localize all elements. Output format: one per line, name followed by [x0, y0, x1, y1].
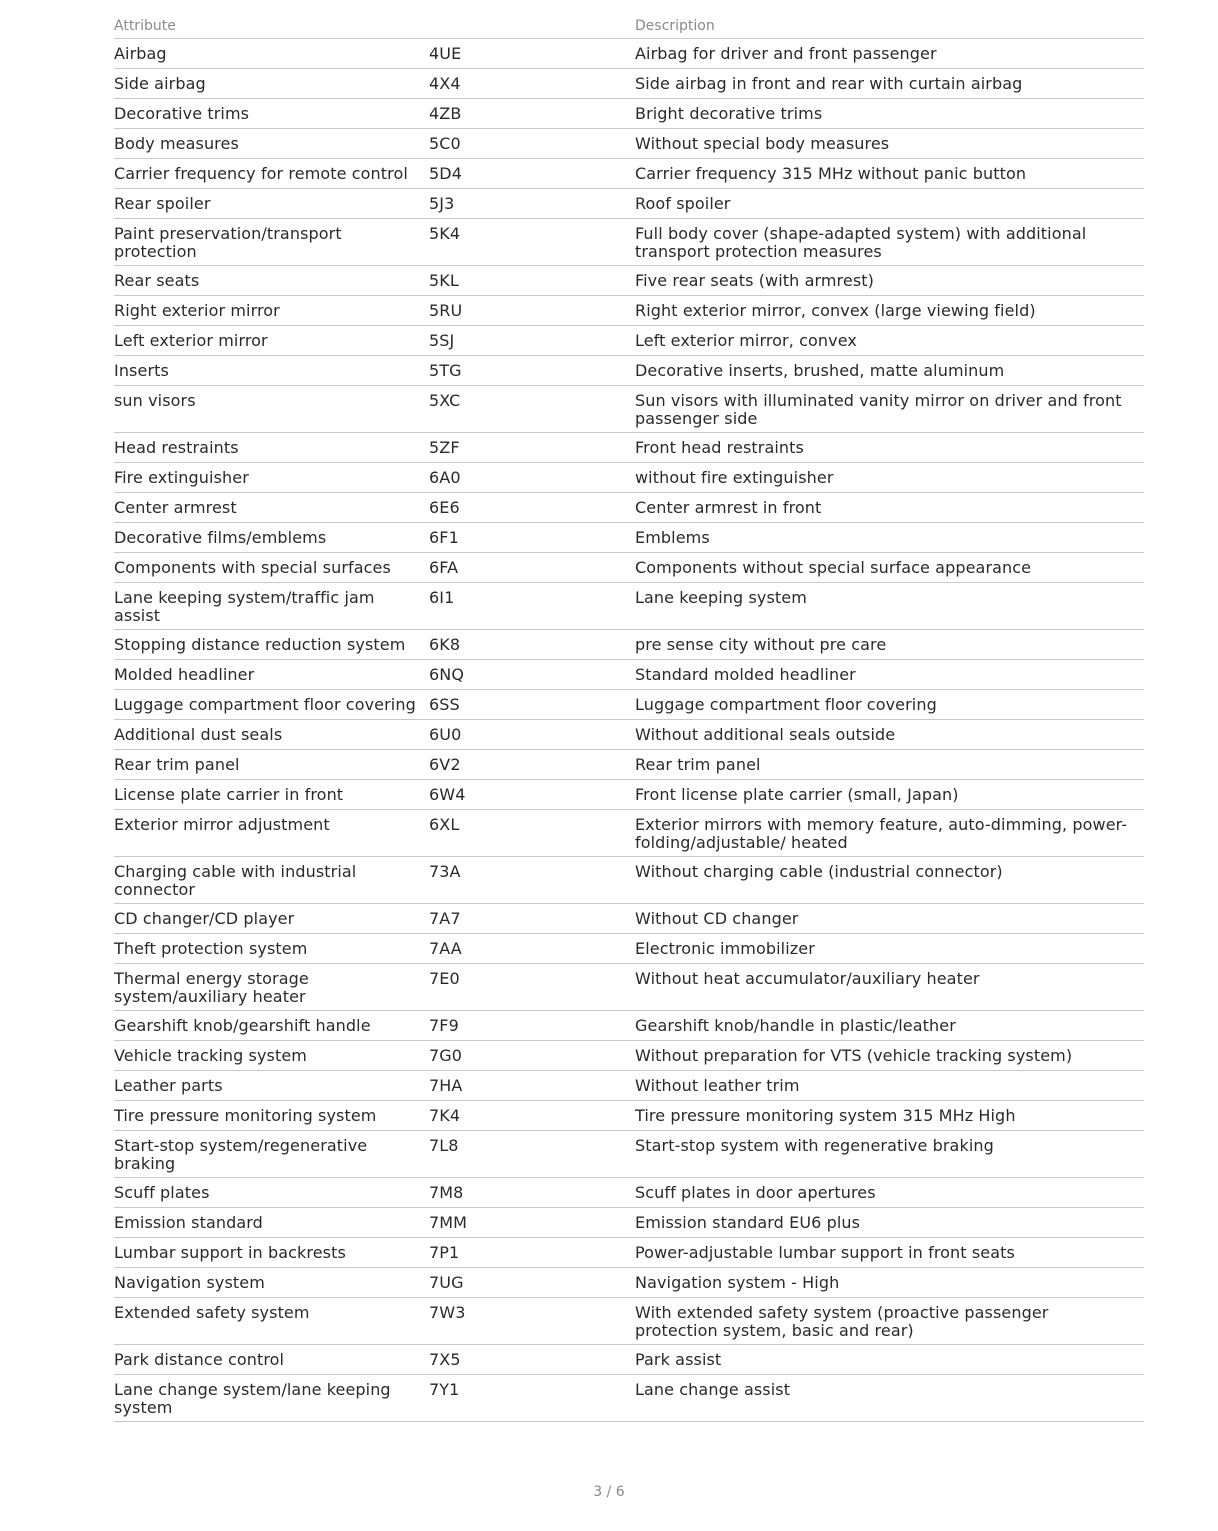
description-cell: Center armrest in front	[635, 493, 1144, 523]
attribute-cell: Fire extinguisher	[114, 463, 429, 493]
code-cell: 6V2	[429, 750, 635, 780]
description-cell: Gearshift knob/handle in plastic/leather	[635, 1011, 1144, 1041]
code-cell: 5D4	[429, 159, 635, 189]
description-cell: Airbag for driver and front passenger	[635, 39, 1144, 69]
code-cell: 7UG	[429, 1268, 635, 1298]
table-row	[114, 690, 1144, 720]
attribute-cell: Rear spoiler	[114, 189, 429, 219]
attribute-cell: Luggage compartment floor covering	[114, 690, 429, 720]
code-cell: 6SS	[429, 690, 635, 720]
attribute-cell: Right exterior mirror	[114, 296, 429, 326]
code-cell: 6NQ	[429, 660, 635, 690]
code-cell: 5J3	[429, 189, 635, 219]
description-cell: Without special body measures	[635, 129, 1144, 159]
description-cell: Lane keeping system	[635, 583, 1144, 630]
table-row	[114, 1178, 1144, 1208]
description-cell: Decorative inserts, brushed, matte aluminum	[635, 356, 1144, 386]
code-cell: 7M8	[429, 1178, 635, 1208]
code-cell: 7W3	[429, 1298, 635, 1345]
table-row	[114, 1345, 1144, 1375]
code-cell: 7P1	[429, 1238, 635, 1268]
table-row	[114, 386, 1144, 433]
code-cell: 7Y1	[429, 1375, 635, 1422]
attribute-cell: Theft protection system	[114, 934, 429, 964]
attribute-cell: Components with special surfaces	[114, 553, 429, 583]
attribute-table	[114, 14, 1144, 1422]
description-cell: Sun visors with illuminated vanity mirror on driver and front passenger side	[635, 386, 1144, 433]
table-row	[114, 904, 1144, 934]
attribute-cell: Molded headliner	[114, 660, 429, 690]
description-cell: Without heat accumulator/auxiliary heater	[635, 964, 1144, 1011]
description-cell: With extended safety system (proactive passenger protection system, basic and rear)	[635, 1298, 1144, 1345]
description-cell: pre sense city without pre care	[635, 630, 1144, 660]
table-row	[114, 1011, 1144, 1041]
description-cell: Front license plate carrier (small, Japan)	[635, 780, 1144, 810]
code-cell: 6U0	[429, 720, 635, 750]
attribute-cell: Rear seats	[114, 266, 429, 296]
description-cell: Navigation system - High	[635, 1268, 1144, 1298]
attribute-cell: Scuff plates	[114, 1178, 429, 1208]
table-row	[114, 433, 1144, 463]
table-row	[114, 326, 1144, 356]
code-cell: 5KL	[429, 266, 635, 296]
table-row	[114, 69, 1144, 99]
attribute-cell: Left exterior mirror	[114, 326, 429, 356]
table-row	[114, 523, 1144, 553]
table-row	[114, 1238, 1144, 1268]
table-row	[114, 750, 1144, 780]
attribute-cell: Airbag	[114, 39, 429, 69]
code-cell: 5RU	[429, 296, 635, 326]
table-row	[114, 266, 1144, 296]
attribute-cell: Head restraints	[114, 433, 429, 463]
attribute-cell: Lane keeping system/traffic jam assist	[114, 583, 429, 630]
code-cell: 6K8	[429, 630, 635, 660]
description-cell: Right exterior mirror, convex (large viewing field)	[635, 296, 1144, 326]
description-cell: Bright decorative trims	[635, 99, 1144, 129]
attribute-cell: Decorative trims	[114, 99, 429, 129]
code-cell: 7X5	[429, 1345, 635, 1375]
attribute-cell: Lumbar support in backrests	[114, 1238, 429, 1268]
description-cell: Left exterior mirror, convex	[635, 326, 1144, 356]
table-row	[114, 964, 1144, 1011]
attribute-cell: Exterior mirror adjustment	[114, 810, 429, 857]
description-cell: Luggage compartment floor covering	[635, 690, 1144, 720]
table-row	[114, 1268, 1144, 1298]
description-cell: Power-adjustable lumbar support in front seats	[635, 1238, 1144, 1268]
table-row	[114, 129, 1144, 159]
table-header	[114, 14, 1144, 39]
description-cell: Without leather trim	[635, 1071, 1144, 1101]
description-cell: Tire pressure monitoring system 315 MHz High	[635, 1101, 1144, 1131]
table-row	[114, 583, 1144, 630]
description-cell: Park assist	[635, 1345, 1144, 1375]
code-cell: 5C0	[429, 129, 635, 159]
description-cell: Full body cover (shape-adapted system) with additional transport protection measures	[635, 219, 1144, 266]
description-cell: Rear trim panel	[635, 750, 1144, 780]
attribute-cell: Additional dust seals	[114, 720, 429, 750]
table-body	[114, 39, 1144, 1422]
attribute-cell: Vehicle tracking system	[114, 1041, 429, 1071]
code-cell: 5XC	[429, 386, 635, 433]
attribute-cell: Paint preservation/transport protection	[114, 219, 429, 266]
column-header-description: Description	[635, 14, 1144, 39]
table-row	[114, 1131, 1144, 1178]
attribute-cell: Park distance control	[114, 1345, 429, 1375]
attribute-cell: Thermal energy storage system/auxiliary heater	[114, 964, 429, 1011]
attribute-cell: Body measures	[114, 129, 429, 159]
table-row	[114, 857, 1144, 904]
code-cell: 5SJ	[429, 326, 635, 356]
description-cell: Emblems	[635, 523, 1144, 553]
description-cell: Without additional seals outside	[635, 720, 1144, 750]
table-row	[114, 39, 1144, 69]
attribute-cell: Lane change system/lane keeping system	[114, 1375, 429, 1422]
table-row	[114, 219, 1144, 266]
description-cell: without fire extinguisher	[635, 463, 1144, 493]
table-row	[114, 630, 1144, 660]
table-row	[114, 99, 1144, 129]
description-cell: Five rear seats (with armrest)	[635, 266, 1144, 296]
table-row	[114, 463, 1144, 493]
description-cell: Electronic immobilizer	[635, 934, 1144, 964]
code-cell: 7G0	[429, 1041, 635, 1071]
table-row	[114, 1375, 1144, 1422]
code-cell: 6XL	[429, 810, 635, 857]
table-row	[114, 1101, 1144, 1131]
description-cell: Side airbag in front and rear with curtain airbag	[635, 69, 1144, 99]
code-cell: 6FA	[429, 553, 635, 583]
column-header-code	[429, 14, 635, 39]
attribute-cell: Emission standard	[114, 1208, 429, 1238]
code-cell: 5K4	[429, 219, 635, 266]
code-cell: 6F1	[429, 523, 635, 553]
table-row	[114, 720, 1144, 750]
code-cell: 4X4	[429, 69, 635, 99]
table-row	[114, 810, 1144, 857]
description-cell: Components without special surface appearance	[635, 553, 1144, 583]
attribute-cell: Decorative films/emblems	[114, 523, 429, 553]
code-cell: 7AA	[429, 934, 635, 964]
table-row	[114, 159, 1144, 189]
attribute-cell: Extended safety system	[114, 1298, 429, 1345]
description-cell: Without CD changer	[635, 904, 1144, 934]
table-row	[114, 189, 1144, 219]
code-cell: 6W4	[429, 780, 635, 810]
document-page	[114, 14, 1144, 1422]
table-row	[114, 356, 1144, 386]
attribute-cell: Navigation system	[114, 1268, 429, 1298]
table-row	[114, 1208, 1144, 1238]
attribute-cell: Center armrest	[114, 493, 429, 523]
table-row	[114, 660, 1144, 690]
code-cell: 5ZF	[429, 433, 635, 463]
description-cell: Start-stop system with regenerative braking	[635, 1131, 1144, 1178]
attribute-cell: CD changer/CD player	[114, 904, 429, 934]
attribute-cell: Leather parts	[114, 1071, 429, 1101]
attribute-cell: Start-stop system/regenerative braking	[114, 1131, 429, 1178]
code-cell: 6A0	[429, 463, 635, 493]
description-cell: Scuff plates in door apertures	[635, 1178, 1144, 1208]
attribute-cell: Rear trim panel	[114, 750, 429, 780]
code-cell: 7A7	[429, 904, 635, 934]
attribute-cell: Gearshift knob/gearshift handle	[114, 1011, 429, 1041]
description-cell: Without preparation for VTS (vehicle tracking system)	[635, 1041, 1144, 1071]
code-cell: 7MM	[429, 1208, 635, 1238]
attribute-cell: Charging cable with industrial connector	[114, 857, 429, 904]
code-cell: 7E0	[429, 964, 635, 1011]
code-cell: 7K4	[429, 1101, 635, 1131]
code-cell: 4ZB	[429, 99, 635, 129]
code-cell: 6I1	[429, 583, 635, 630]
attribute-cell: License plate carrier in front	[114, 780, 429, 810]
code-cell: 5TG	[429, 356, 635, 386]
code-cell: 6E6	[429, 493, 635, 523]
page-indicator: 3 / 6	[593, 1484, 625, 1500]
column-header-attribute: Attribute	[114, 14, 429, 39]
code-cell: 7L8	[429, 1131, 635, 1178]
description-cell: Standard molded headliner	[635, 660, 1144, 690]
description-cell: Front head restraints	[635, 433, 1144, 463]
table-row	[114, 1071, 1144, 1101]
table-row	[114, 493, 1144, 523]
description-cell: Lane change assist	[635, 1375, 1144, 1422]
code-cell: 73A	[429, 857, 635, 904]
table-row	[114, 934, 1144, 964]
header-row	[114, 14, 1144, 39]
table-row	[114, 780, 1144, 810]
attribute-cell: Side airbag	[114, 69, 429, 99]
table-row	[114, 1041, 1144, 1071]
code-cell: 7F9	[429, 1011, 635, 1041]
table-row	[114, 1298, 1144, 1345]
description-cell: Roof spoiler	[635, 189, 1144, 219]
attribute-cell: Stopping distance reduction system	[114, 630, 429, 660]
code-cell: 4UE	[429, 39, 635, 69]
attribute-cell: Carrier frequency for remote control	[114, 159, 429, 189]
table-row	[114, 296, 1144, 326]
code-cell: 7HA	[429, 1071, 635, 1101]
description-cell: Emission standard EU6 plus	[635, 1208, 1144, 1238]
attribute-cell: Inserts	[114, 356, 429, 386]
attribute-cell: Tire pressure monitoring system	[114, 1101, 429, 1131]
description-cell: Exterior mirrors with memory feature, auto-dimming, power-folding/adjustable/ heated	[635, 810, 1144, 857]
description-cell: Without charging cable (industrial connector)	[635, 857, 1144, 904]
description-cell: Carrier frequency 315 MHz without panic button	[635, 159, 1144, 189]
table-row	[114, 553, 1144, 583]
attribute-cell: sun visors	[114, 386, 429, 433]
